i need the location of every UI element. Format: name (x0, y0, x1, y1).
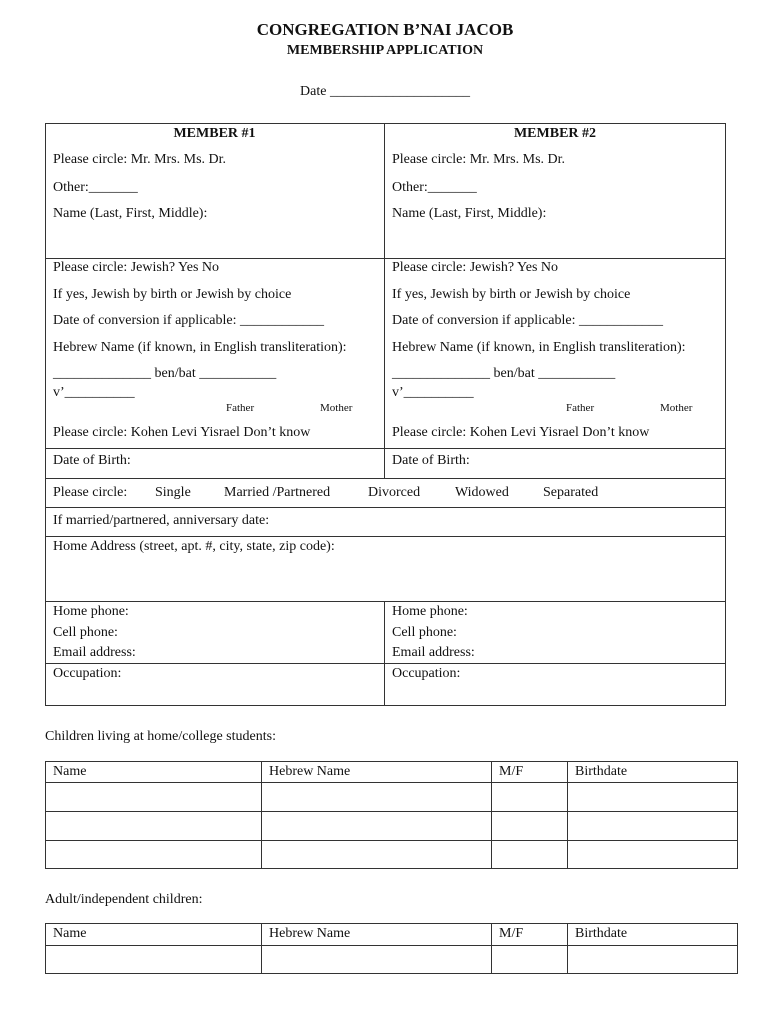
column-divider (491, 761, 492, 869)
member-2-father-label: Father (566, 402, 595, 414)
member-2-home-phone[interactable]: Home phone: (392, 604, 468, 619)
column-divider (567, 761, 568, 869)
member-2-title-circle[interactable]: Please circle: Mr. Mrs. Ms. Dr. (392, 152, 566, 167)
member-2-cell-phone[interactable]: Cell phone: (392, 625, 457, 640)
column-header-name: Name (53, 764, 87, 779)
member-2-other[interactable]: Other:_______ (392, 180, 477, 195)
table-row (45, 945, 738, 946)
member-divider (384, 123, 385, 478)
row-line (45, 258, 726, 259)
member-2-mother-label: Mother (660, 402, 693, 414)
member-2-benbat[interactable]: ______________ ben/bat ___________ (392, 366, 616, 381)
anniversary-date[interactable]: If married/partnered, anniversary date: (53, 513, 270, 528)
member-1-name[interactable]: Name (Last, First, Middle): (53, 206, 208, 221)
column-divider (491, 923, 492, 974)
children-adult-table (45, 923, 738, 974)
marital-option-divorced[interactable]: Divorced (368, 485, 421, 500)
member-2-jewish-by[interactable]: If yes, Jewish by birth or Jewish by choice (392, 287, 631, 302)
column-header-hebrew-name: Hebrew Name (269, 926, 351, 941)
form-title: CONGREGATION B’NAI JACOB (256, 20, 514, 39)
member-1-email[interactable]: Email address: (53, 645, 136, 660)
table-row (45, 840, 738, 841)
member-2-hebrew-name: Hebrew Name (if known, in English transliteration): (392, 340, 686, 355)
member-1-tribe[interactable]: Please circle: Kohen Levi Yisrael Don’t know (53, 425, 311, 440)
marital-option-single[interactable]: Single (155, 485, 191, 500)
member-1-cell-phone[interactable]: Cell phone: (53, 625, 118, 640)
member-2-v[interactable]: v’__________ (392, 385, 474, 400)
marital-option-married[interactable]: Married /Partnered (224, 485, 331, 500)
member-2-heading: MEMBER #2 (513, 126, 597, 141)
member-1-benbat[interactable]: ______________ ben/bat ___________ (53, 366, 277, 381)
member-1-v[interactable]: v’__________ (53, 385, 135, 400)
home-address[interactable]: Home Address (street, apt. #, city, state, zip code): (53, 539, 335, 554)
member-1-dob[interactable]: Date of Birth: (53, 453, 131, 468)
member-1-hebrew-name: Hebrew Name (if known, in English transliteration): (53, 340, 347, 355)
marital-option-separated[interactable]: Separated (543, 485, 599, 500)
member-2-occupation[interactable]: Occupation: (392, 666, 461, 681)
column-divider (261, 923, 262, 974)
member-2-conversion[interactable]: Date of conversion if applicable: ____________ (392, 313, 663, 328)
children-home-label: Children living at home/college students: (45, 729, 276, 744)
row-line (45, 478, 726, 479)
member-1-home-phone[interactable]: Home phone: (53, 604, 129, 619)
member-1-jewish[interactable]: Please circle: Jewish? Yes No (53, 260, 220, 275)
member-2-name[interactable]: Name (Last, First, Middle): (392, 206, 547, 221)
member-1-father-label: Father (226, 402, 255, 414)
row-line (45, 448, 726, 449)
row-line (45, 663, 726, 664)
table-row (45, 782, 738, 783)
member-2-jewish[interactable]: Please circle: Jewish? Yes No (392, 260, 559, 275)
member-1-heading: MEMBER #1 (173, 126, 256, 141)
member-2-dob[interactable]: Date of Birth: (392, 453, 470, 468)
row-line (45, 536, 726, 537)
children-home-table (45, 761, 738, 869)
column-header-name: Name (53, 926, 87, 941)
member-1-conversion[interactable]: Date of conversion if applicable: ____________ (53, 313, 324, 328)
form-subtitle: MEMBERSHIP APPLICATION (286, 43, 484, 58)
member-2-tribe[interactable]: Please circle: Kohen Levi Yisrael Don’t know (392, 425, 650, 440)
column-divider (567, 923, 568, 974)
member-1-occupation[interactable]: Occupation: (53, 666, 122, 681)
column-header-birthdate: Birthdate (575, 764, 628, 779)
member-1-other[interactable]: Other:_______ (53, 180, 138, 195)
column-divider (261, 761, 262, 869)
marital-option-widowed[interactable]: Widowed (455, 485, 509, 500)
column-header-mf: M/F (499, 764, 524, 779)
contact-divider (384, 601, 385, 706)
date-field[interactable]: Date ____________________ (300, 84, 470, 99)
row-line (45, 601, 726, 602)
member-2-email[interactable]: Email address: (392, 645, 475, 660)
member-1-jewish-by[interactable]: If yes, Jewish by birth or Jewish by choice (53, 287, 292, 302)
column-header-hebrew-name: Hebrew Name (269, 764, 351, 779)
member-1-title-circle[interactable]: Please circle: Mr. Mrs. Ms. Dr. (53, 152, 227, 167)
marital-status-label: Please circle: (53, 485, 128, 500)
column-header-birthdate: Birthdate (575, 926, 628, 941)
member-1-mother-label: Mother (320, 402, 353, 414)
column-header-mf: M/F (499, 926, 524, 941)
row-line (45, 507, 726, 508)
children-adult-label: Adult/independent children: (45, 892, 203, 907)
table-row (45, 811, 738, 812)
